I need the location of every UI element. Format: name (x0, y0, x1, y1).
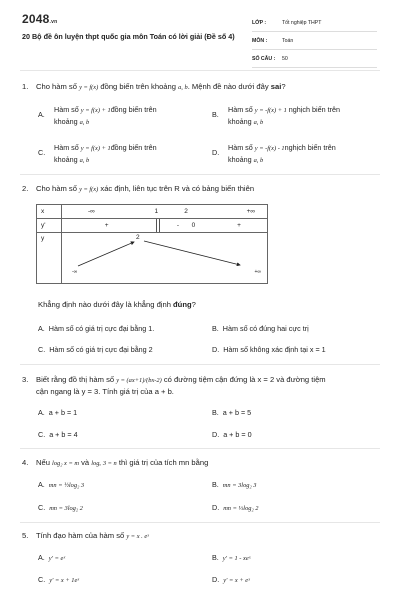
q4-option-a[interactable]: A. mn = ½log₂ 3 (38, 480, 85, 489)
increasing-arrow-2 (144, 241, 240, 265)
increasing-arrow-1 (78, 242, 134, 266)
divider-4 (20, 522, 380, 523)
question-2: 2. Cho hàm số y = f(x) xác định, liên tục trên R và có bảng biến thiên (22, 184, 255, 193)
q4-option-d[interactable]: D. mn = ⅓log₂ 2 (212, 503, 259, 512)
question-3: 3. Biết rằng đồ thị hàm số y = (ax+1)/(bx-2) có đường tiệm cận đứng là x = 2 và đường tiệm cận ngang là y = 3. Tính giá trị của a + b. (22, 375, 326, 396)
q5-option-a[interactable]: A. y' = eˣ (38, 553, 66, 562)
document-title: 20 Bộ đề ôn luyện thpt quốc gia môn Toán có lời giải (Đề số 4) (22, 32, 235, 41)
q2-option-d[interactable]: D. Hàm số không xác định tại x = 1 (212, 345, 326, 354)
table-yprime-plus-1: + (62, 219, 152, 233)
divider-1 (20, 174, 380, 175)
divider-2 (20, 364, 380, 365)
q2-question: Khẳng định nào dưới đây là khẳng định đúng? (38, 300, 196, 309)
q2-option-c[interactable]: C. Hàm số có giá trị cực đại bằng 2 (38, 345, 153, 354)
divider-3 (20, 448, 380, 449)
table-x-1: 1 (151, 205, 161, 219)
q3-option-b[interactable]: B. a + b = 5 (212, 408, 252, 417)
meta-row-count: SỐ CÂU : 50 (252, 50, 377, 68)
header-divider (20, 70, 380, 71)
q5-option-c[interactable]: C. y' = x + 1eˣ (38, 575, 80, 584)
table-y-value-2: 2 (136, 234, 140, 241)
meta-row-subject: MÔN : Toán (252, 32, 377, 50)
table-x-header: x (37, 205, 62, 219)
metadata-panel (252, 14, 377, 68)
table-y-header: y (37, 233, 62, 284)
table-yprime-plus-2: + (211, 219, 268, 233)
variation-arrows (62, 233, 270, 279)
table-yprime-header: y' (37, 219, 62, 233)
table-y-row (62, 233, 268, 284)
variation-table (36, 204, 268, 284)
table-x-pos-inf: +∞ (211, 205, 268, 219)
q5-option-b[interactable]: B. y' = 1 - xeˣ (212, 553, 251, 562)
table-y-value-pos-inf: +∞ (254, 269, 261, 275)
q3-option-d[interactable]: D. a + b = 0 (212, 430, 252, 439)
q2-option-a[interactable]: A. Hàm số có giá trị cực đại bằng 1. (38, 324, 155, 333)
q5-option-d[interactable]: D. y' = x + eˣ (212, 575, 250, 584)
table-yprime-minus-zero: - 0 (161, 219, 211, 233)
question-1: 1. Cho hàm số y = f(x) đồng biến trên khoảng a, b. Mệnh đề nào dưới đây sai? (22, 82, 286, 91)
meta-row-grade: LỚP : Tốt nghiệp THPT (252, 14, 377, 32)
q3-option-a[interactable]: A. a + b = 1 (38, 408, 78, 417)
q3-option-c[interactable]: C. a + b = 4 (38, 430, 78, 439)
q2-option-b[interactable]: B. Hàm số có đúng hai cực trị (212, 324, 309, 333)
question-4: 4. Nếu log₂ x = m và logₓ 3 = n thì giá trị của tích mn bằng (22, 458, 209, 467)
table-yprime-break (151, 219, 161, 233)
table-x-2: 2 (161, 205, 211, 219)
table-y-value-neg-inf: -∞ (72, 269, 78, 275)
q4-option-c[interactable]: C. mn = 3log₂ 2 (38, 503, 83, 512)
table-x-neg-inf: -∞ (62, 205, 152, 219)
q4-option-b[interactable]: B. mn = 3log₂ 3 (212, 480, 257, 489)
site-logo: 2048.vn (22, 12, 58, 26)
question-5: 5. Tính đạo hàm của hàm số y = x . eˣ (22, 531, 149, 540)
